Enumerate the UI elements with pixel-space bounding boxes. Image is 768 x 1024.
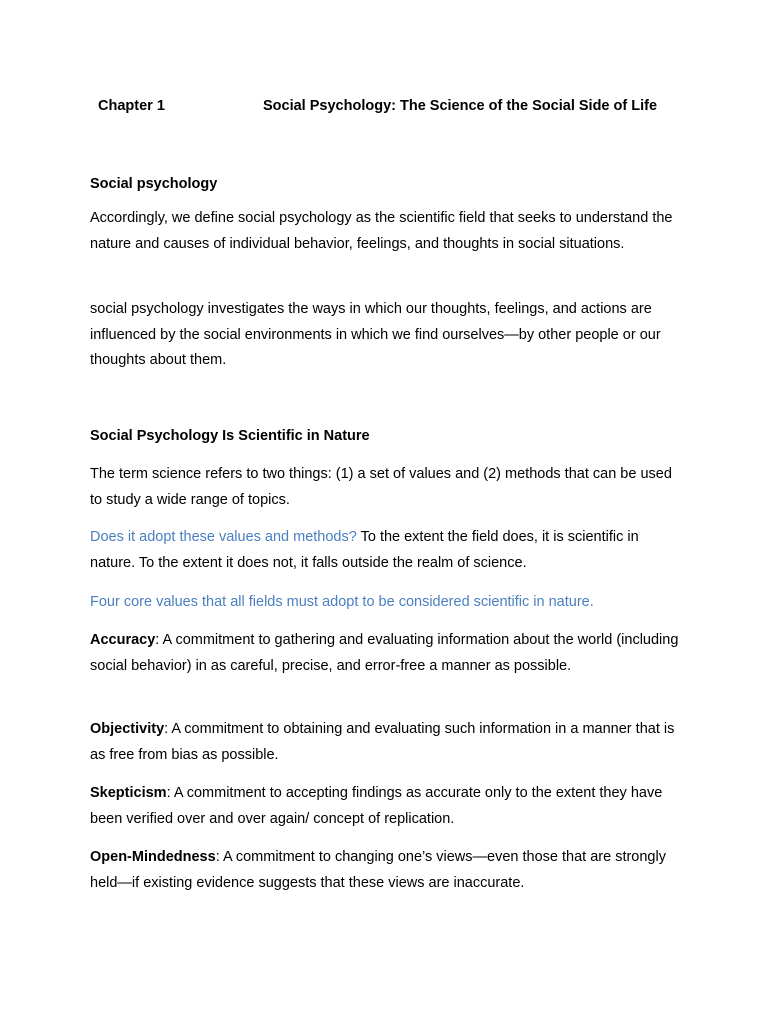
- value-definition: : A commitment to accepting findings as accurate only to the extent they have been verified over and over again/ concept of replication.: [90, 785, 663, 827]
- adoption-question: Does it adopt these values and methods?: [90, 529, 357, 545]
- chapter-title: Social Psychology: The Science of the Social Side of Life: [263, 98, 658, 114]
- chapter-header: [98, 96, 698, 118]
- value-term: Skepticism: [90, 785, 167, 801]
- value-definition: : A commitment to changing one’s views—even those that are strongly held—if existing evidence suggests that these views are inaccurate.: [90, 849, 666, 891]
- section-heading-scientific-nature: Social Psychology Is Scientific in Nature: [90, 428, 370, 444]
- value-term: Accuracy: [90, 632, 156, 648]
- adoption-question-followup: To the extent the field does, it is scientific in nature. To the extent it does not, it falls outside the realm of science.: [90, 529, 639, 571]
- adoption-question-paragraph: [90, 525, 680, 576]
- value-open-mindedness: [90, 845, 680, 896]
- definition-paragraph: Accordingly, we define social psychology as the scientific field that seeks to understand the nature and causes of individual behavior, feelings, and thoughts in social situations.: [90, 210, 673, 252]
- value-accuracy: [90, 628, 680, 679]
- value-definition: : A commitment to gathering and evaluating information about the world (including social behavior) in as careful, precise, and error-free a manner as possible.: [90, 632, 679, 674]
- section-heading-social-psychology: Social psychology: [90, 176, 218, 192]
- value-skepticism: [90, 781, 680, 832]
- value-definition: : A commitment to obtaining and evaluating such information in a manner that is as free from bias as possible.: [90, 721, 675, 763]
- science-definition-paragraph: The term science refers to two things: (1) a set of values and (2) methods that can be used to study a wide range of topics.: [90, 466, 672, 508]
- value-objectivity: [90, 717, 680, 768]
- value-term: Objectivity: [90, 721, 165, 737]
- core-values-intro: Four core values that all fields must adopt to be considered scientific in nature.: [90, 594, 594, 610]
- investigation-paragraph: social psychology investigates the ways in which our thoughts, feelings, and actions are influenced by the social environments in which we find ourselves—by other people or our thoughts about them.: [90, 301, 661, 368]
- chapter-number: Chapter 1: [98, 98, 165, 114]
- value-term: Open-Mindedness: [90, 849, 216, 865]
